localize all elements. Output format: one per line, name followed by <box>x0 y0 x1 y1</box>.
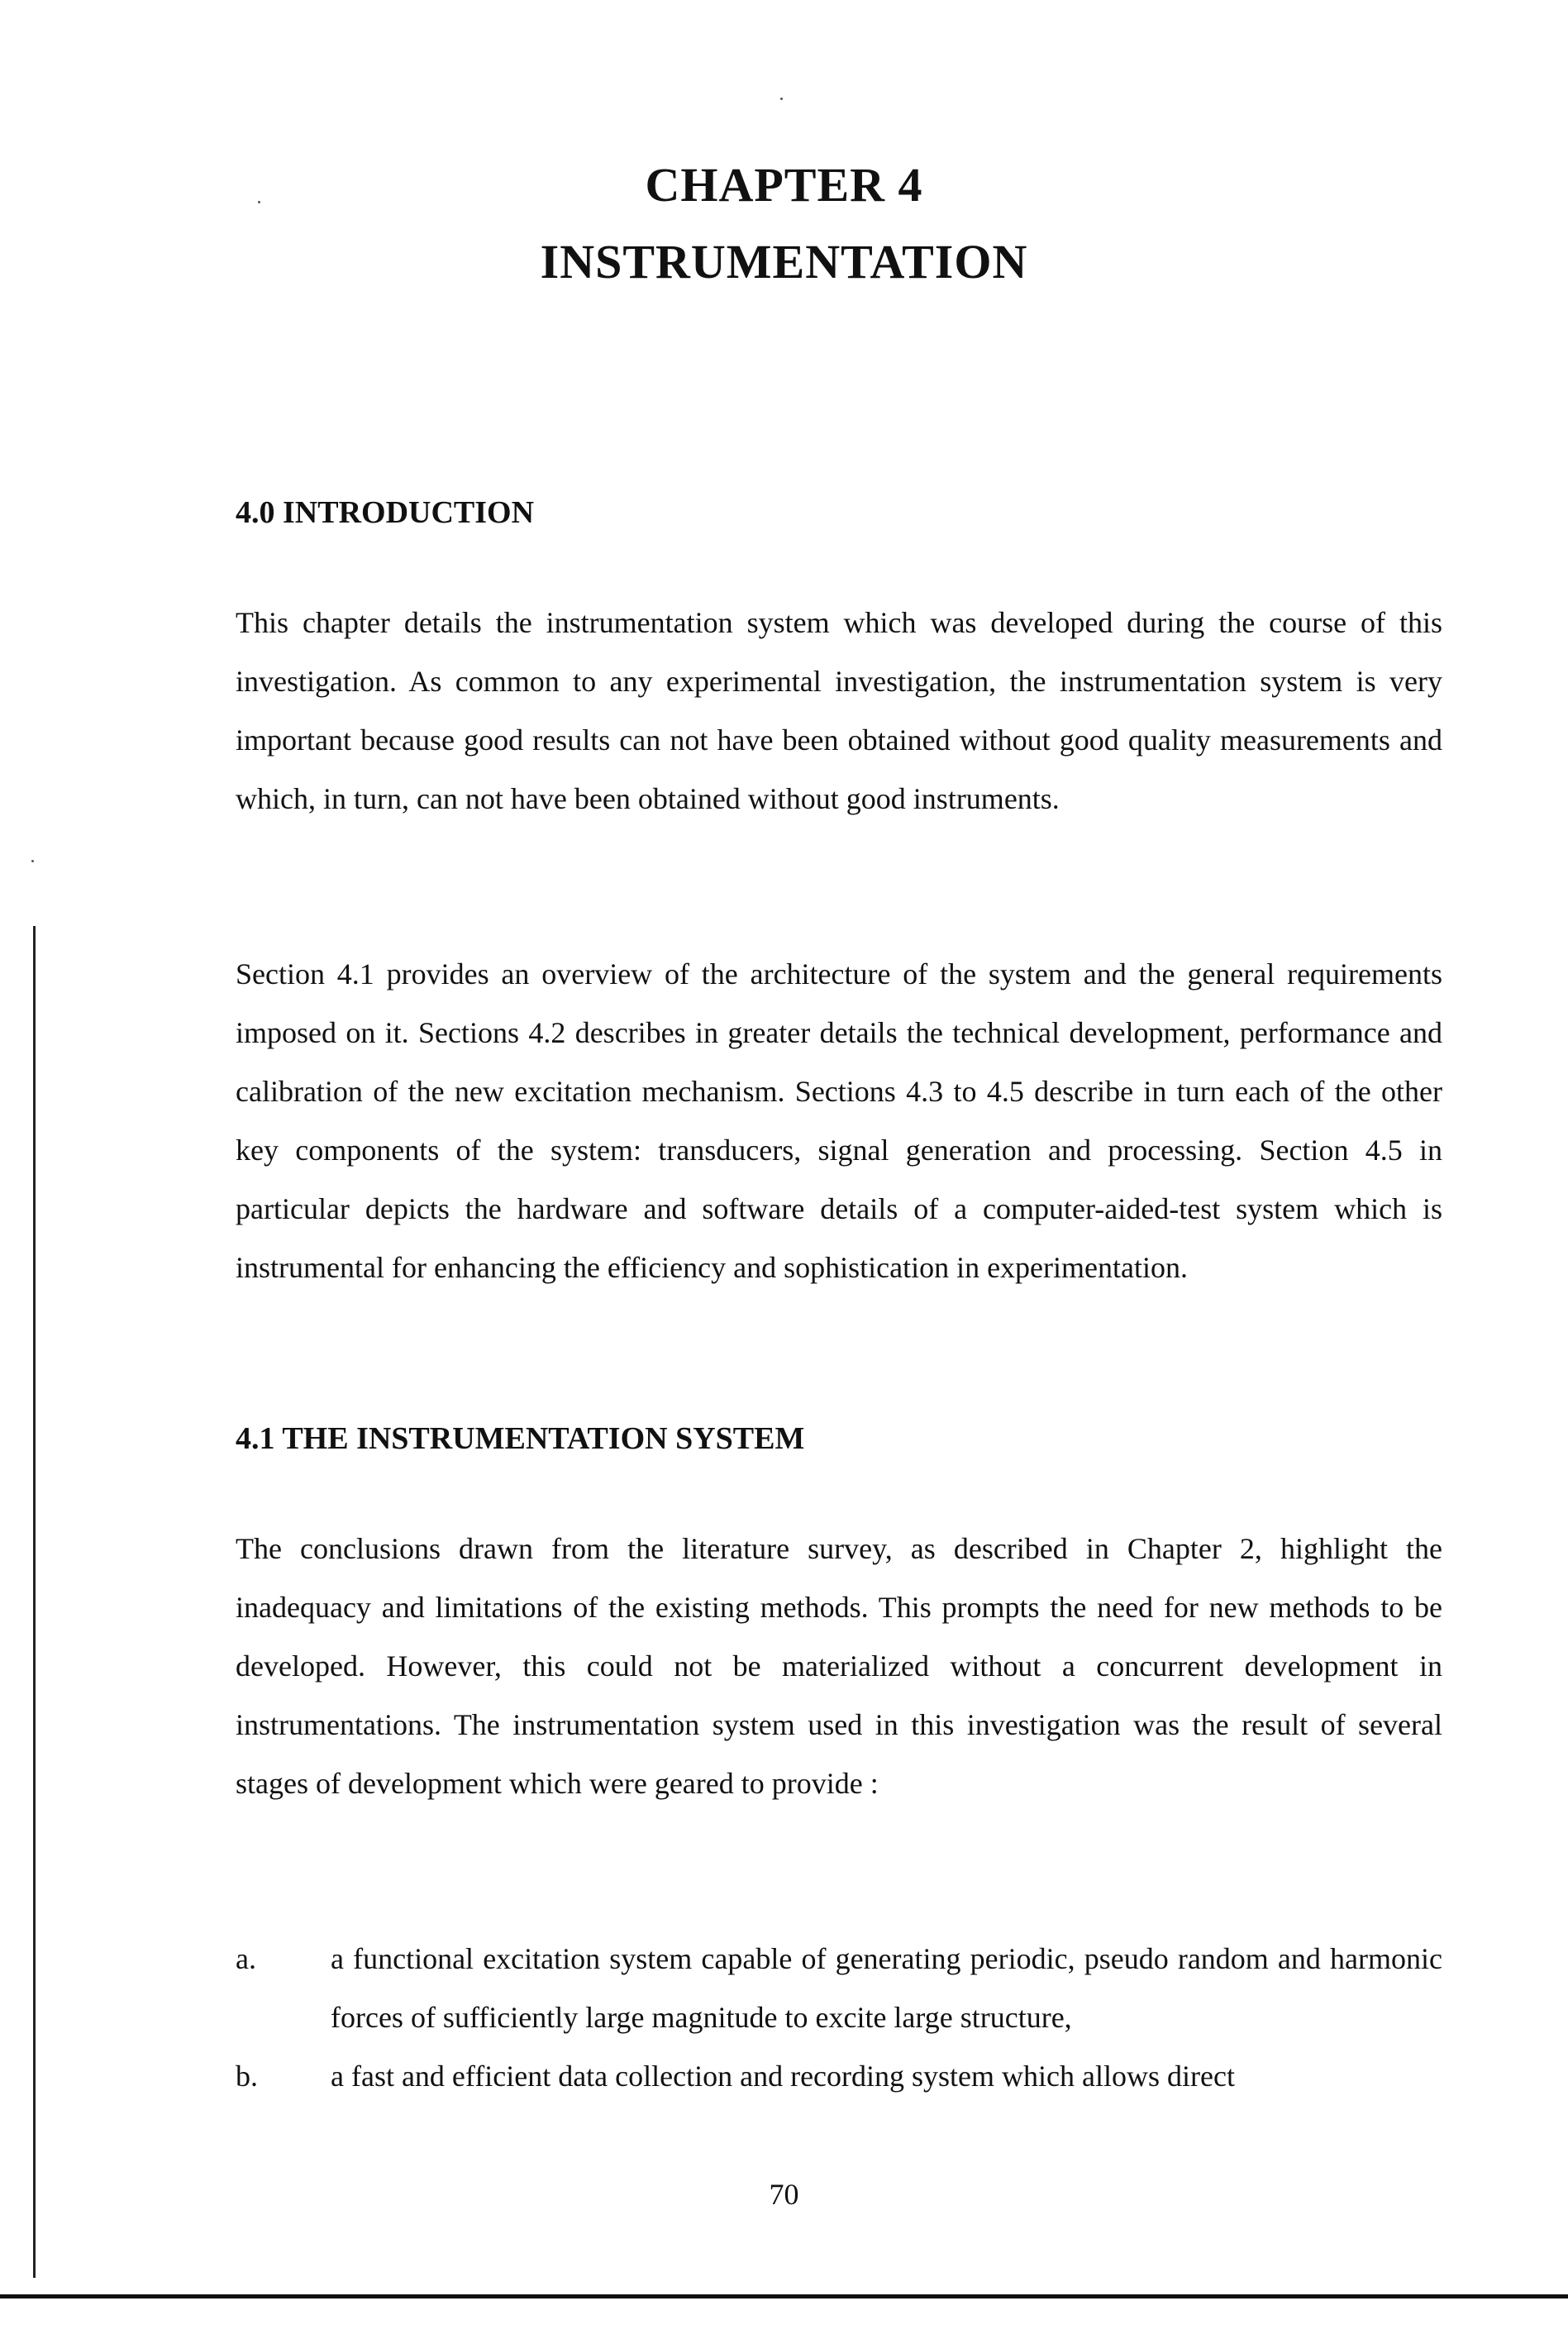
list-marker: a. <box>236 1942 256 1975</box>
list-item-text: a fast and efficient data collection and recording system which allows direct <box>331 2060 1235 2093</box>
section-heading-introduction: 4.0 INTRODUCTION <box>236 495 535 530</box>
scan-speck <box>31 860 34 862</box>
chapter-label: CHAPTER 4 <box>645 158 923 212</box>
scan-speck <box>780 98 783 100</box>
bottom-page-rule <box>0 2294 1568 2298</box>
chapter-title: INSTRUMENTATION <box>540 235 1028 289</box>
list-item <box>236 2047 1442 2106</box>
list-marker: b. <box>236 2060 258 2093</box>
instrumentation-system-paragraph: The conclusions drawn from the literature survey, as described in Chapter 2, highlight the inadequacy and limitations of the existing methods. This prompts the need for new methods to be developed. However, this could not be materialized without a concurrent development in instrumentations. The instrumentation system used in this investigation was the result of several stages of development which were geared to provide : <box>236 1532 1442 1800</box>
introduction-paragraph-2: Section 4.1 provides an overview of the architecture of the system and the general requirements imposed on it. Sections 4.2 describes in greater details the technical development, performance and calibration of the new excitation mechanism. Sections 4.3 to 4.5 describe in turn each of the other key components of the system: transducers, signal generation and processing. Section 4.5 in particular depicts the hardware and software details of a computer-aided-test system which is instrumental for enhancing the efficiency and sophistication in experimentation. <box>236 957 1442 1284</box>
introduction-paragraph-1: This chapter details the instrumentation system which was developed during the course of this investigation. As common to any experimental investigation, the instrumentation system is very important because good results can not have been obtained without good quality measurements and which, in turn, can not have been obtained without good instruments. <box>236 606 1442 815</box>
page-number: 70 <box>769 2178 799 2211</box>
list-item-text: a functional excitation system capable of generating periodic, pseudo random and harmonic forces of sufficiently large magnitude to excite large structure, <box>331 1942 1442 2034</box>
left-margin-rule <box>33 926 36 2278</box>
list-item <box>236 1930 1442 2047</box>
section-heading-instrumentation-system: 4.1 THE INSTRUMENTATION SYSTEM <box>236 1421 805 1456</box>
